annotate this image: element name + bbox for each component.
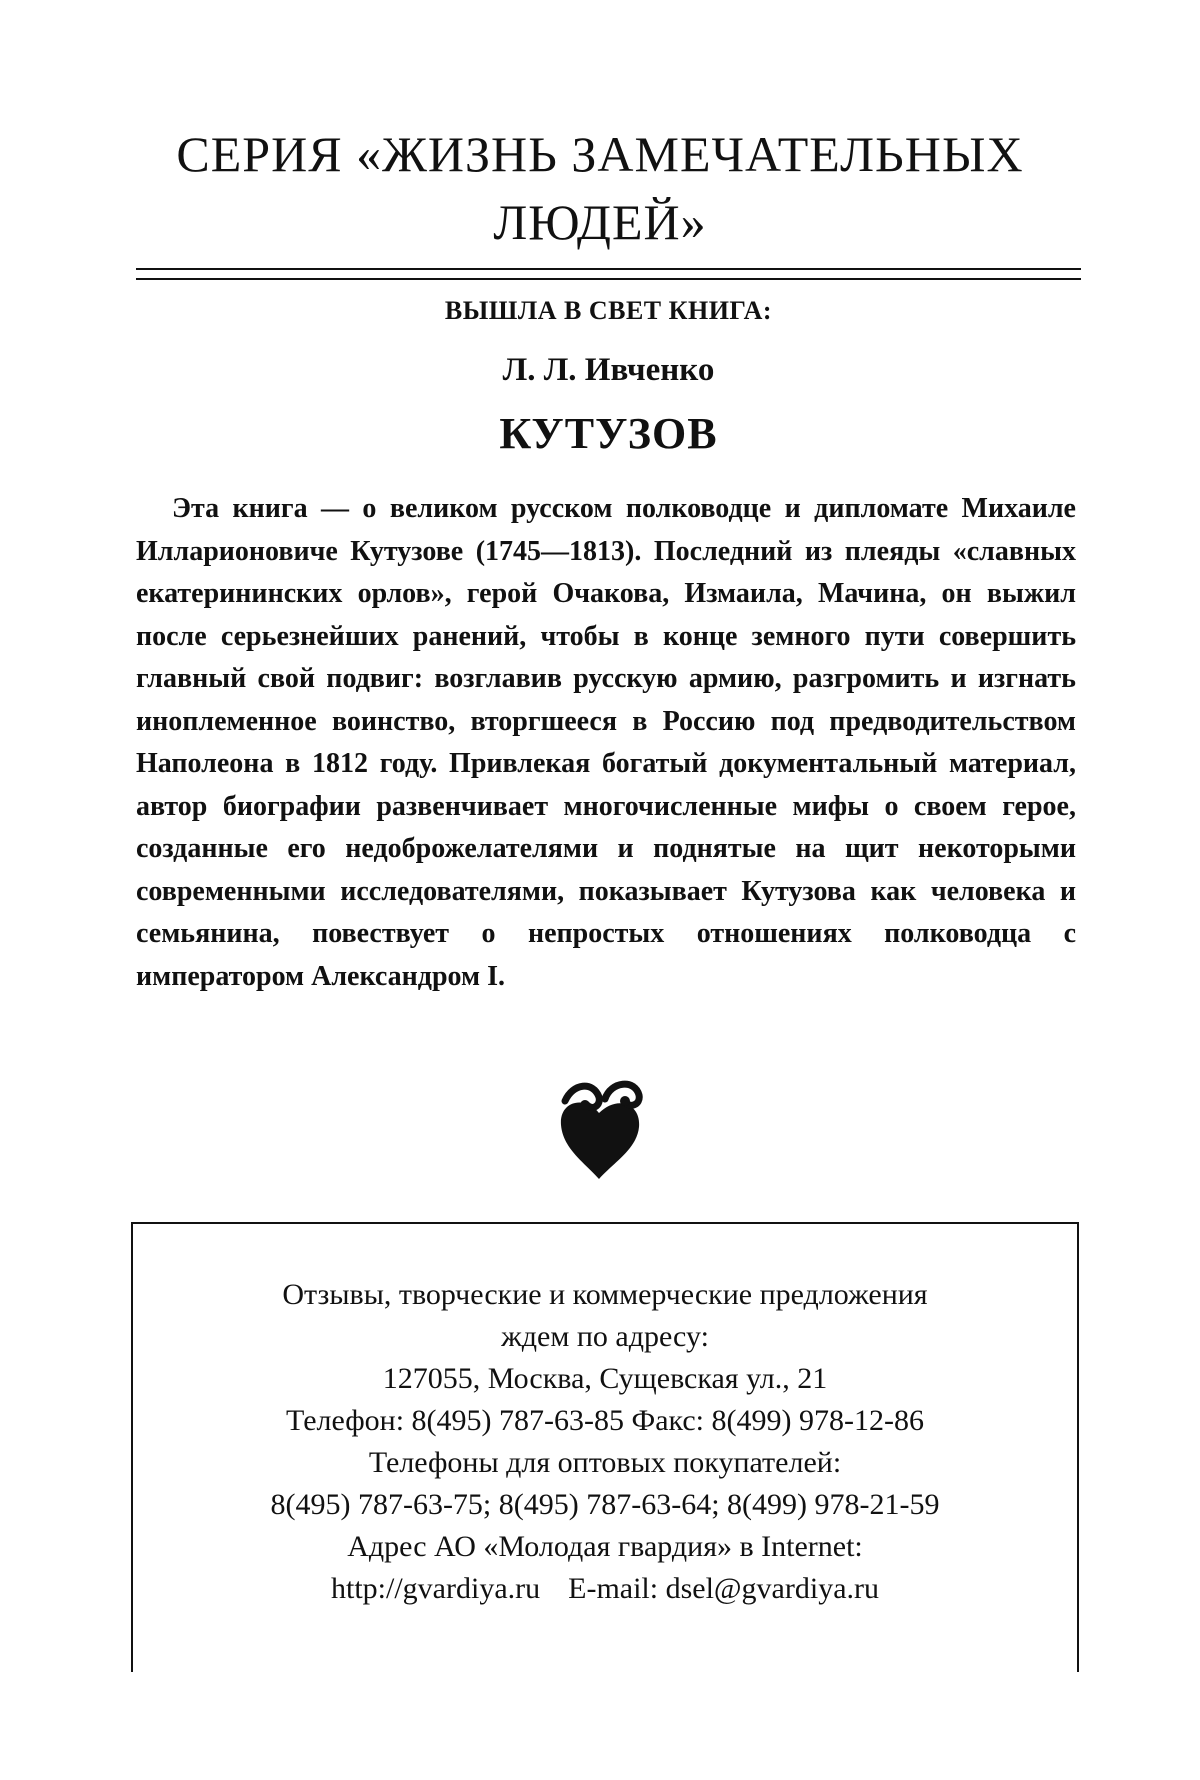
internet-label: Адрес АО «Молодая гвардия» в Internet:	[133, 1526, 1077, 1568]
published-label: ВЫШЛА В СВЕТ КНИГА:	[136, 296, 1081, 326]
website-link[interactable]: http://gvardiya.ru	[331, 1572, 540, 1605]
book-author: Л. Л. Ивченко	[136, 352, 1081, 389]
contact-address: 127055, Москва, Сущевская ул., 21	[133, 1358, 1077, 1400]
contact-box	[131, 1222, 1079, 1672]
book-annotation: Эта книга — о великом русском полководце и дипломате Михаиле Илларионовиче Кутузове (1745—1813). Последний из плеяды «славных екатерининских орлов», герой Очакова, Измаила, Мачина, он выжил после серьезнейших ранений, чтобы в конце земного пути совершить главный свой подвиг: возглавив русскую армию, разгромить и изгнать иноплеменное воинство, вторгшееся в Россию под предводительством Наполеона в 1812 году. Привлекая богатый документальный материал, автор биографии развенчивает многочисленные мифы о своем герое, созданные его недоброжелателями и поднятые на щит некоторыми современными исследователями, показывает Кутузова как человека и семьянина, повествует о непростых отношениях полководца с императором Александром I.	[136, 488, 1076, 998]
heart-ornament-icon	[555, 1075, 645, 1185]
book-page	[0, 0, 1200, 1780]
web-contacts	[133, 1568, 1077, 1610]
contact-address-label: ждем по адресу:	[133, 1316, 1077, 1358]
header-rule-top	[136, 268, 1081, 270]
header-rule-bottom	[136, 278, 1081, 280]
contact-lines	[133, 1274, 1077, 1610]
wholesale-label: Телефоны для оптовых покупателей:	[133, 1442, 1077, 1484]
email-link[interactable]: E-mail: dsel@gvardiya.ru	[568, 1572, 879, 1605]
contact-invitation: Отзывы, творческие и коммерческие предложения	[133, 1274, 1077, 1316]
book-title: КУТУЗОВ	[136, 408, 1081, 459]
contact-phone-fax: Телефон: 8(495) 787-63-85 Факс: 8(499) 978-12-86	[133, 1400, 1077, 1442]
series-title: СЕРИЯ «ЖИЗНЬ ЗАМЕЧАТЕЛЬНЫХ ЛЮДЕЙ»	[100, 120, 1100, 256]
wholesale-phones: 8(495) 787-63-75; 8(495) 787-63-64; 8(499) 978-21-59	[133, 1484, 1077, 1526]
